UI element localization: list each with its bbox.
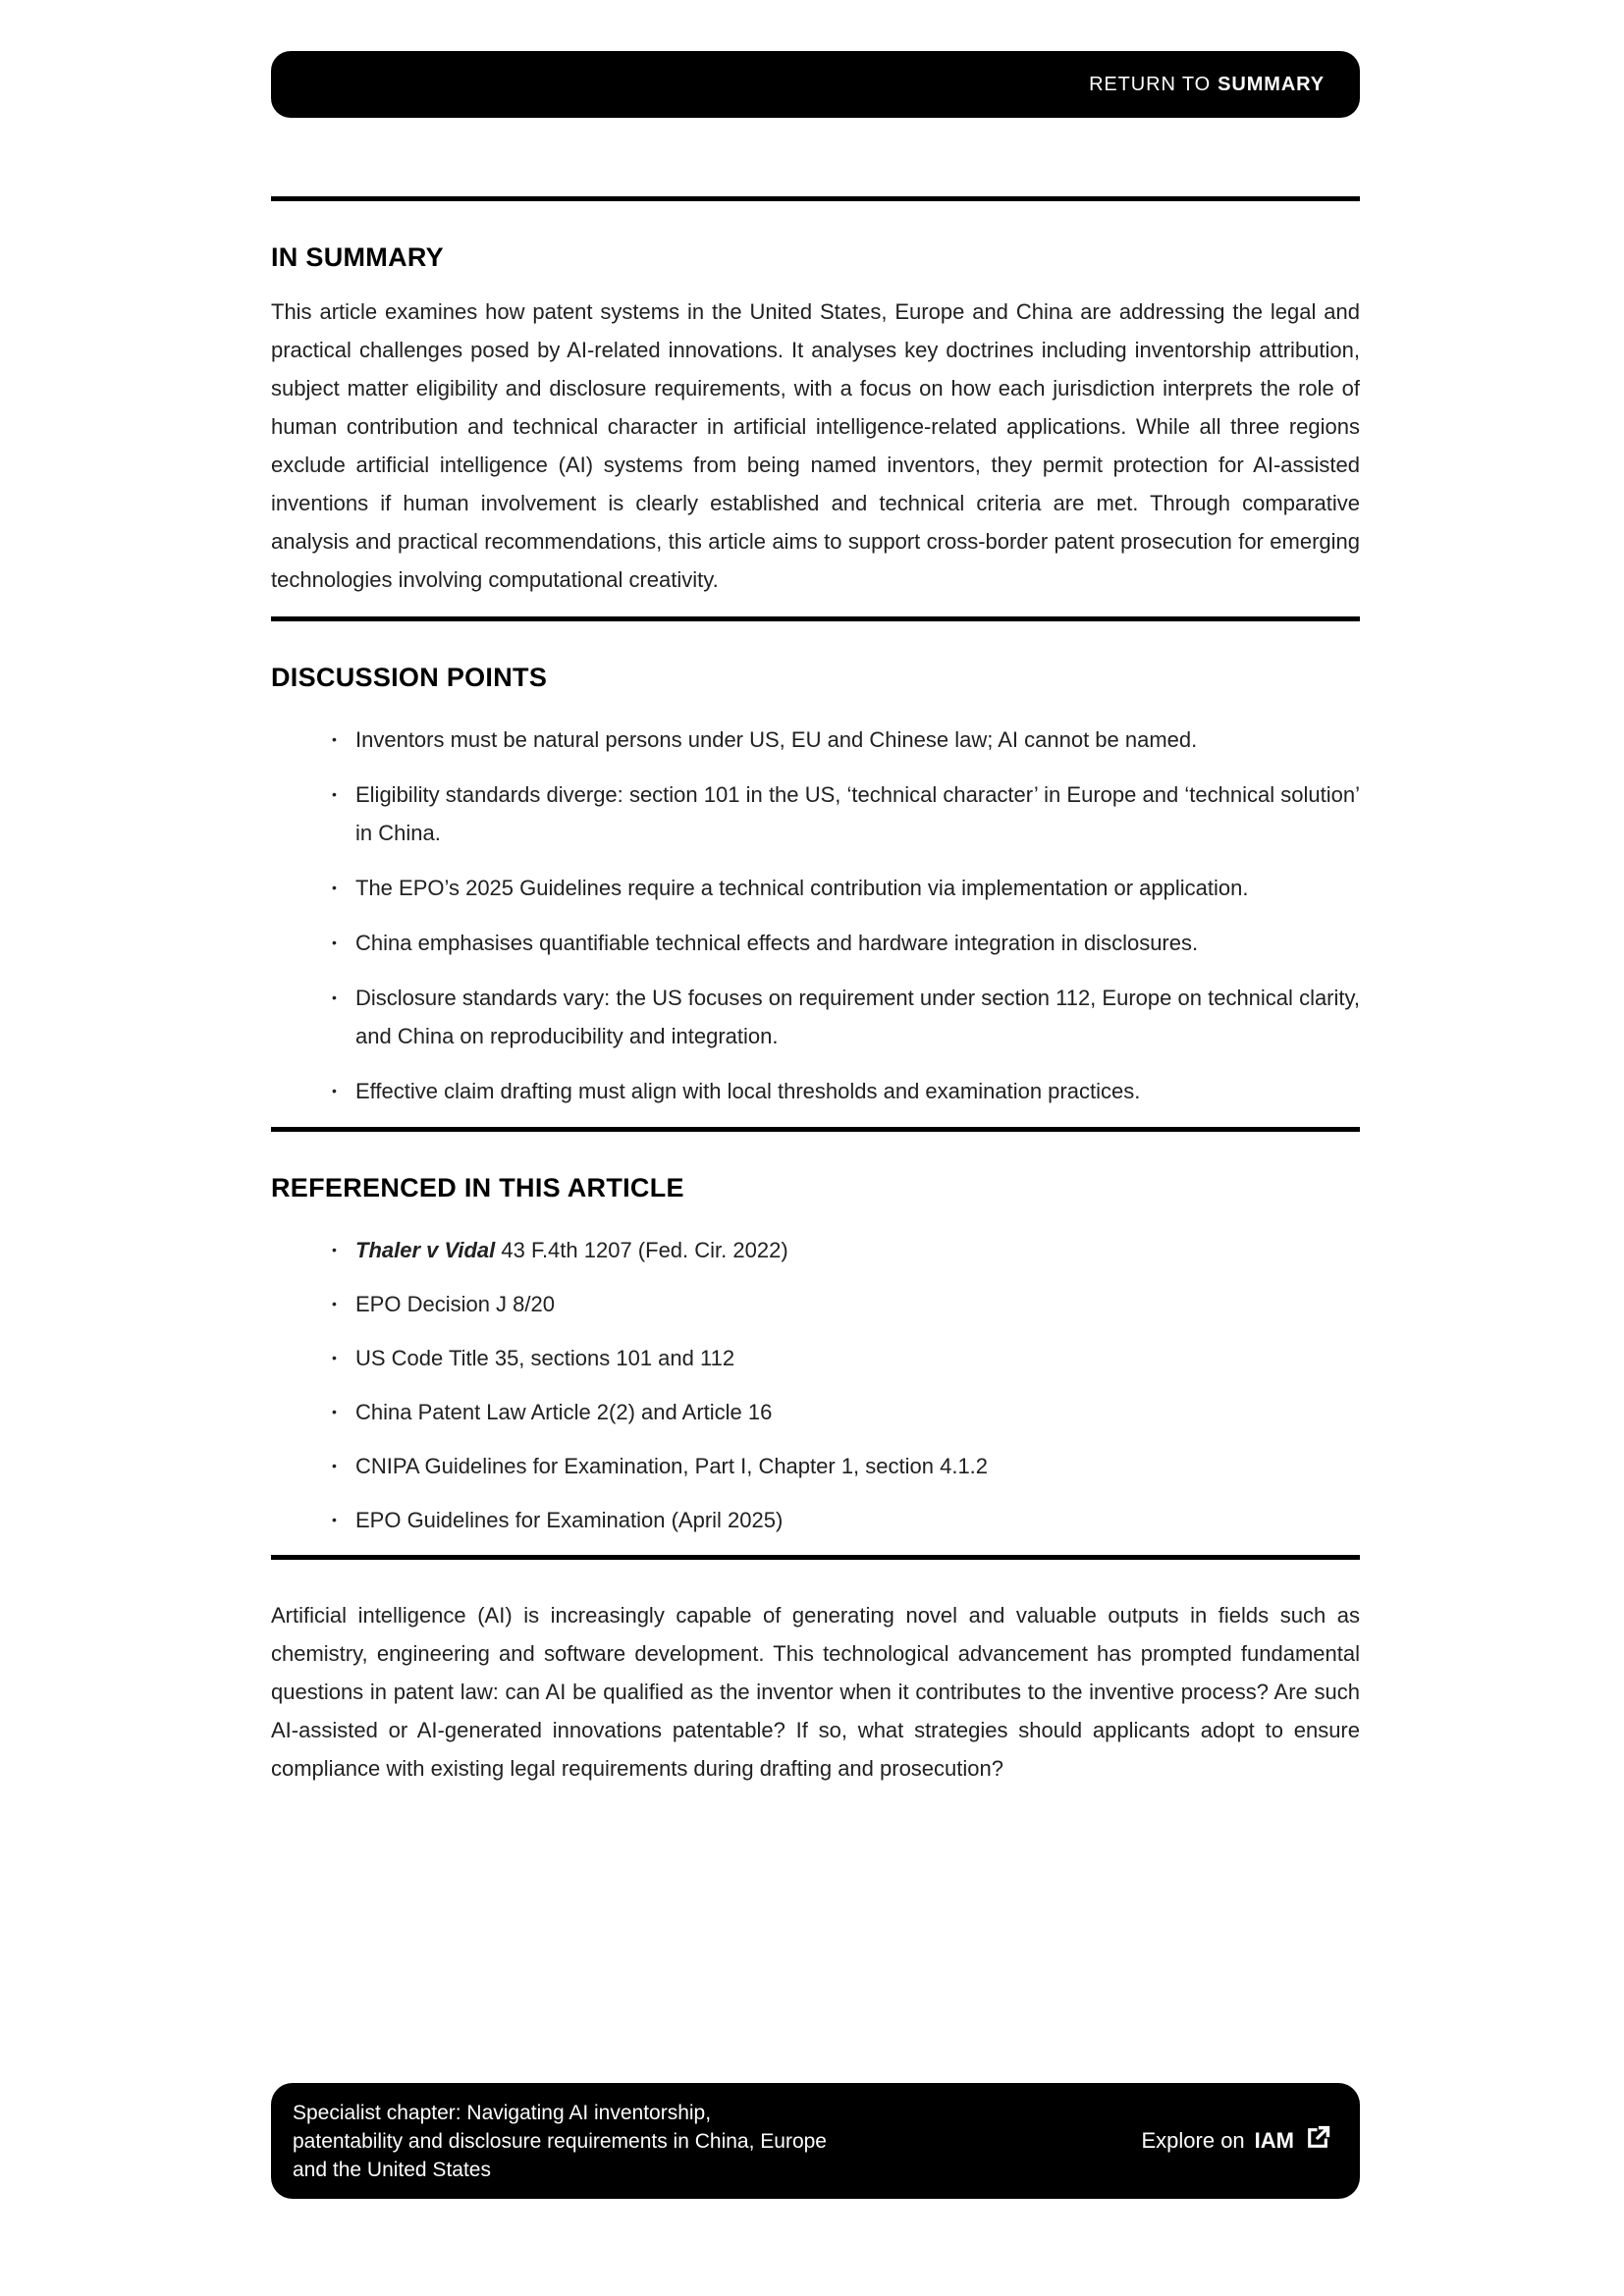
list-item: [271, 1501, 1360, 1539]
list-item-text: Effective claim drafting must align with local thresholds and examination practices.: [355, 1079, 1141, 1103]
section-divider-top: [271, 196, 1360, 201]
list-item-text: EPO Decision J 8/20: [355, 1292, 555, 1316]
list-item: [271, 979, 1360, 1055]
chapter-title: [293, 2099, 827, 2184]
list-item-text: Disclosure standards vary: the US focuses on requirement under section 112, Europe on technical clarity, and China on reproducibility and integration.: [355, 986, 1360, 1048]
explore-label-brand: IAM: [1254, 2128, 1294, 2153]
bullet-dot-icon: •: [332, 1296, 337, 1311]
bullet-dot-icon: •: [332, 1404, 337, 1419]
return-to-summary-label-bold: SUMMARY: [1218, 73, 1325, 95]
reference-case-name: Thaler v Vidal: [355, 1238, 496, 1262]
list-item-text: China Patent Law Article 2(2) and Article 16: [355, 1400, 773, 1424]
bullet-dot-icon: •: [332, 1512, 337, 1527]
bullet-dot-icon: •: [332, 1458, 337, 1473]
explore-label-prefix: Explore on: [1141, 2128, 1245, 2153]
bullet-dot-icon: •: [332, 731, 337, 747]
references-heading: REFERENCED IN THIS ARTICLE: [271, 1173, 684, 1202]
list-item-text: The EPO’s 2025 Guidelines require a technical contribution via implementation or application.: [355, 876, 1249, 900]
summary-heading: IN SUMMARY: [271, 242, 444, 272]
section-divider-after-summary: [271, 616, 1360, 621]
chapter-title-line: patentability and disclosure requirements in China, Europe: [293, 2129, 827, 2153]
list-item-text: EPO Guidelines for Examination (April 2025): [355, 1508, 784, 1532]
content-column: [271, 0, 1360, 1788]
list-item-text: US Code Title 35, sections 101 and 112: [355, 1346, 735, 1370]
list-item-text: Eligibility standards diverge: section 101 in the US, ‘technical character’ in Europe and ‘technical solution’ in China.: [355, 782, 1360, 845]
bullet-dot-icon: •: [332, 880, 337, 895]
discussion-points-heading: DISCUSSION POINTS: [271, 663, 548, 692]
list-item-text: 43 F.4th 1207 (Fed. Cir. 2022): [495, 1238, 788, 1262]
chapter-title-line: and the United States: [293, 2158, 491, 2181]
bullet-dot-icon: •: [332, 934, 337, 950]
list-item-text: Inventors must be natural persons under US, EU and Chinese law; AI cannot be named.: [355, 727, 1198, 752]
summary-section: [271, 242, 1360, 599]
explore-on-iam-link[interactable]: [1141, 2125, 1330, 2158]
bullet-dot-icon: •: [332, 989, 337, 1005]
list-item: [271, 1231, 1360, 1269]
intro-paragraph: Artificial intelligence (AI) is increasingly capable of generating novel and valuable outputs in fields such as chemistry, engineering and software development. This technological advancement has prompted fundamental questions in patent law: can AI be qualified as the inventor when it contributes to the inventive process? Are such AI-assisted or AI-generated innovations patentable? If so, what strategies should applicants adopt to ensure compliance with existing legal requirements during drafting and prosecution?: [271, 1603, 1360, 1781]
footer-bar: [271, 2083, 1360, 2199]
discussion-points-list: [271, 721, 1360, 1110]
list-item: [271, 721, 1360, 759]
bullet-dot-icon: •: [332, 1350, 337, 1365]
bullet-dot-icon: •: [332, 1242, 337, 1257]
return-to-summary-button[interactable]: [271, 51, 1360, 118]
bullet-dot-icon: •: [332, 786, 337, 802]
list-item-text: China emphasises quantifiable technical effects and hardware integration in disclosures.: [355, 931, 1199, 955]
references-section: [271, 1173, 1360, 1539]
return-to-summary-label-prefix: RETURN TO: [1089, 73, 1212, 95]
bullet-dot-icon: •: [332, 1083, 337, 1098]
list-item: [271, 924, 1360, 962]
list-item: [271, 1072, 1360, 1110]
list-item: [271, 1393, 1360, 1431]
chapter-title-line: Specialist chapter: Navigating AI inventorship,: [293, 2101, 712, 2124]
list-item: [271, 1285, 1360, 1323]
section-divider-after-references: [271, 1555, 1360, 1560]
list-item: [271, 869, 1360, 907]
list-item: [271, 1339, 1360, 1377]
section-divider-after-discussion: [271, 1127, 1360, 1132]
summary-body: This article examines how patent systems in the United States, Europe and China are addressing the legal and practical challenges posed by AI-related innovations. It analyses key doctrines including inventorship attribution, subject matter eligibility and disclosure requirements, with a focus on how each jurisdiction interprets the role of human contribution and technical character in artificial intelligence-related applications. While all three regions exclude artificial intelligence (AI) systems from being named inventors, they permit protection for AI-assisted inventions if human involvement is clearly established and technical criteria are met. Through comparative analysis and practical recommendations, this article aims to support cross-border patent prosecution for emerging technologies involving computational creativity.: [271, 299, 1360, 592]
references-list: [271, 1231, 1360, 1539]
external-link-icon: [1304, 2125, 1330, 2158]
list-item: [271, 775, 1360, 852]
list-item-text: CNIPA Guidelines for Examination, Part I, Chapter 1, section 4.1.2: [355, 1454, 989, 1478]
discussion-points-section: [271, 663, 1360, 1110]
list-item: [271, 1447, 1360, 1485]
